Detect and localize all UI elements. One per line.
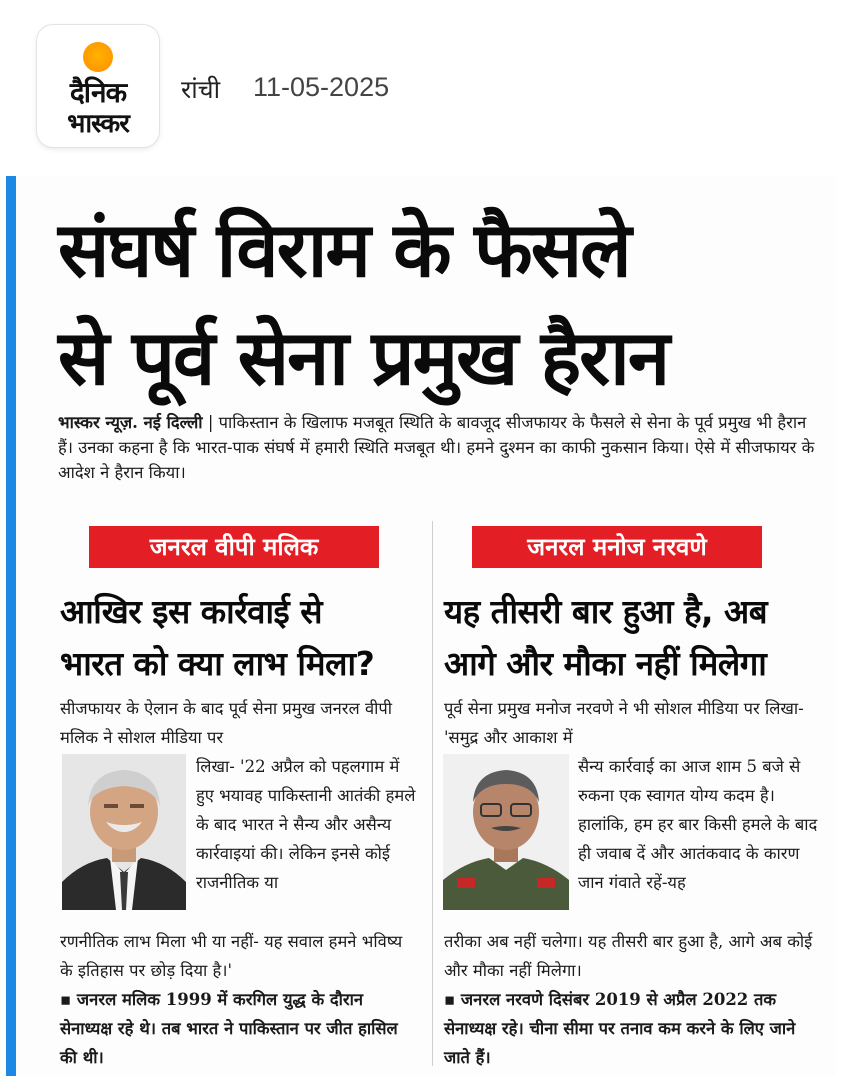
sun-icon	[83, 42, 113, 72]
app-header	[0, 0, 845, 170]
right-column-headline	[444, 586, 834, 690]
dateline: भास्कर न्यूज़. नई दिल्ली	[58, 413, 203, 432]
vp-malik-photo	[62, 754, 186, 910]
left-headline-line-1: आखिर इस कार्रवाई से	[60, 592, 323, 631]
intro-text: पाकिस्तान के खिलाफ मजबूत स्थिति के बावजूद सीजफायर के फैसले से सेना के पूर्व प्रमुख भी हैरान हैं। उनका कहना है कि भारत-पाक संघर्ष में हमारी स्थिति मजबूत थी। हमने दुश्मन का काफी नुकसान किया। ऐसे में सीजफायर के आदेश ने हैरान किया।	[58, 413, 815, 482]
right-headline-line-2: आगे और मौका नहीं मिलेगा	[444, 644, 767, 683]
edition-date: 11-05-2025	[253, 72, 390, 102]
right-body-top: पूर्व सेना प्रमुख मनोज नरवणे ने भी सोशल मीडिया पर लिखा- 'समुद्र और आकाश में	[444, 699, 804, 747]
left-bullet-note: ▪ जनरल मलिक 1999 में करगिल युद्ध के दौरान सेनाध्यक्ष रहे थे। तब भारत ने पाकिस्तान पर जीत हासिल की थी।	[60, 990, 398, 1067]
left-body-bottom: रणनीतिक लाभ मिला भी या नहीं- यह सवाल हमने भविष्य के इतिहास पर छोड़ दिया है।'	[60, 932, 403, 980]
accent-bar	[6, 176, 16, 1076]
edition-city: रांची	[181, 75, 221, 104]
right-headline-line-1: यह तीसरी बार हुआ है, अब	[444, 592, 768, 631]
main-headline	[58, 196, 818, 412]
newspaper-clipping	[6, 176, 836, 1076]
portrait-illustration	[443, 754, 569, 910]
left-body-wrap: लिखा- '22 अप्रैल को पहलगाम में हुए भयावह पाकिस्तानी आतंकी हमले के बाद भारत ने सैन्य और असैन्य कार्रवाइयां की। लेकिन इनसे कोई राजनीतिक या	[196, 757, 416, 892]
right-column-tag: जनरल मनोज नरवणे	[472, 526, 762, 568]
left-body-top: सीजफायर के ऐलान के बाद पूर्व सेना प्रमुख जनरल वीपी मलिक ने सोशल मीडिया पर	[60, 699, 393, 747]
column-divider	[432, 521, 433, 1066]
right-body-bottom: तरीका अब नहीं चलेगा। यह तीसरी बार हुआ है, आगे अब कोई और मौका नहीं मिलेगा।	[444, 932, 813, 980]
manoj-naravane-photo	[443, 754, 569, 910]
logo-word-bhaskar: भास्कर	[67, 109, 129, 139]
intro-paragraph	[58, 410, 818, 485]
right-body-wrap: सैन्य कार्रवाई का आज शाम 5 बजे से रुकना एक स्वागत योग्य कदम है। हालांकि, हम हर बार किसी हमले के बाद ही जवाब दें और आतंकवाद के कारण जान गंवाते रहें-यह	[578, 757, 818, 892]
dateline-separator: |	[207, 413, 219, 432]
dainik-bhaskar-logo[interactable]	[37, 25, 159, 147]
left-headline-line-2: भारत को क्या लाभ मिला?	[60, 644, 375, 683]
left-column-tag: जनरल वीपी मलिक	[89, 526, 379, 568]
main-headline-line-2: से पूर्व सेना प्रमुख हैरान	[58, 313, 669, 402]
portrait-illustration	[62, 754, 186, 910]
logo-word-dainik: दैनिक	[69, 76, 127, 109]
left-column-headline	[60, 586, 430, 690]
right-bullet-note: ▪ जनरल नरवणे दिसंबर 2019 से अप्रैल 2022 तक सेनाध्यक्ष रहे। चीना सीमा पर तनाव कम करने के लिए जाने जाते हैं।	[444, 990, 796, 1067]
main-headline-line-1: संघर्ष विराम के फैसले	[58, 205, 630, 294]
